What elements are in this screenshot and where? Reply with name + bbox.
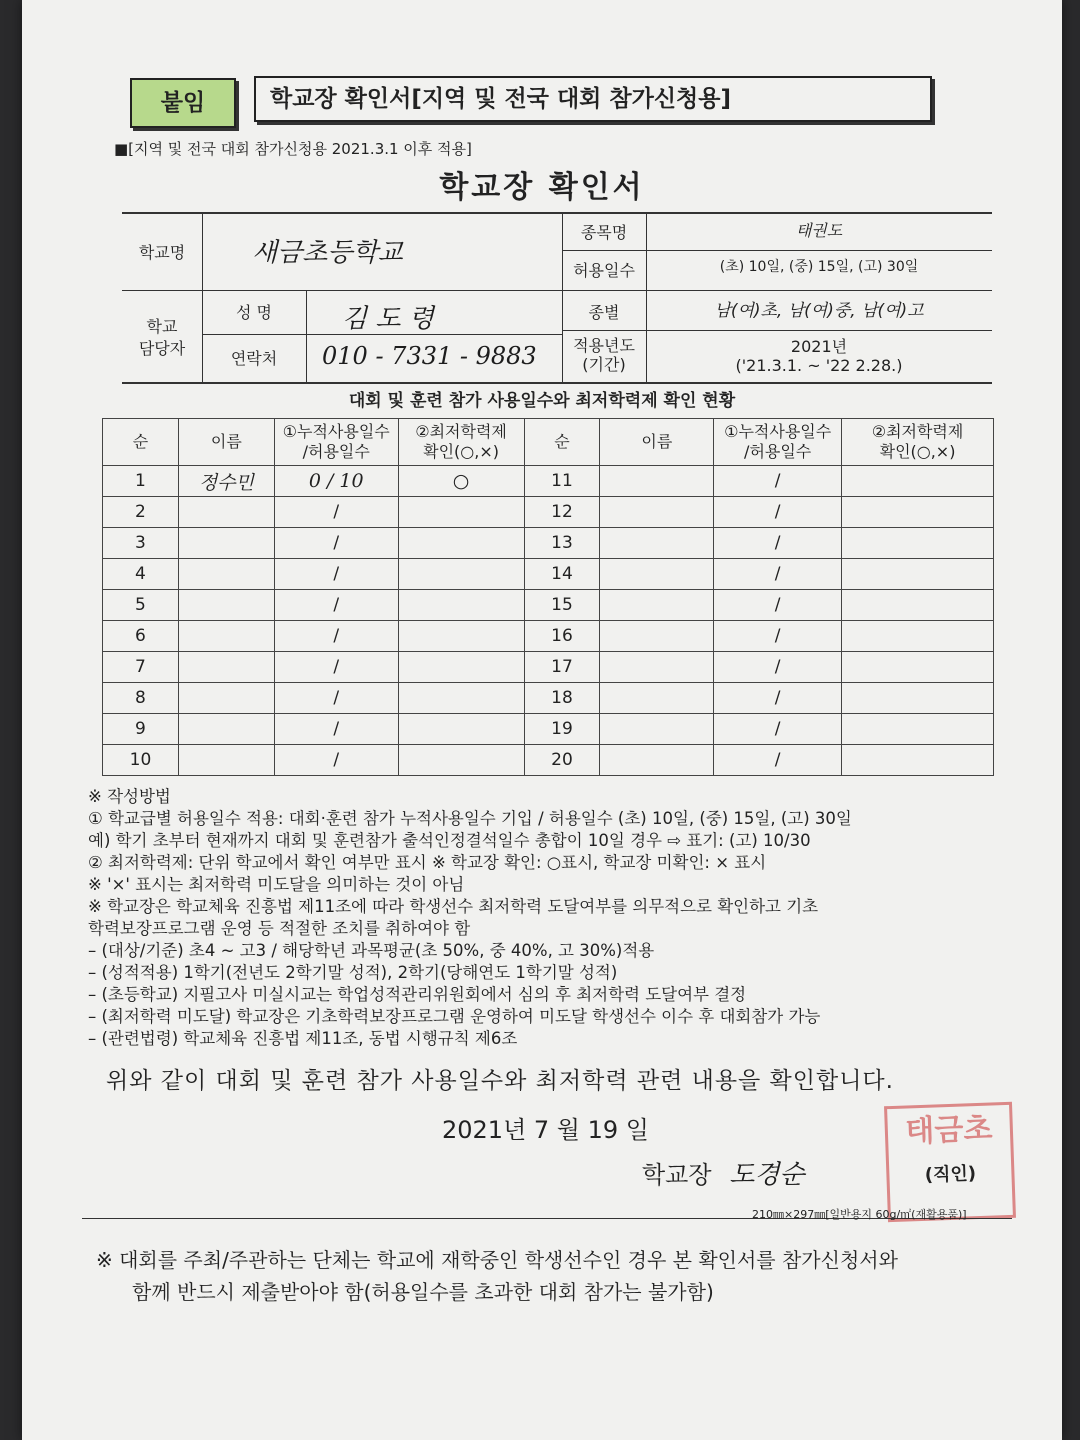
- row-days: /: [274, 528, 398, 559]
- col-name: 이름: [600, 419, 714, 466]
- principal-signature: [642, 1154, 805, 1191]
- row-min-check: [842, 745, 994, 776]
- row-min-check: [842, 528, 994, 559]
- row-name: [600, 528, 714, 559]
- allowed-days-value: (초) 10일, (중) 15일, (고) 30일: [719, 259, 919, 275]
- row-days: /: [714, 745, 842, 776]
- table-row: [103, 745, 994, 776]
- row-number: 11: [524, 466, 600, 497]
- row-min-check: [842, 621, 994, 652]
- row-days: /: [274, 683, 398, 714]
- row-number: 6: [103, 621, 179, 652]
- attachment-tag: 붙임: [130, 78, 236, 128]
- row-min-check: [842, 683, 994, 714]
- col-no: 순: [524, 419, 600, 466]
- row-name: [600, 497, 714, 528]
- row-number: 5: [103, 590, 179, 621]
- row-name: [600, 590, 714, 621]
- row-days: 0 / 10: [274, 466, 398, 497]
- footer-notice: [96, 1244, 1016, 1308]
- divider: [562, 250, 992, 251]
- row-days: /: [714, 497, 842, 528]
- row-name: [600, 683, 714, 714]
- instruction-line: – (대상/기준) 초4 ~ 고3 / 해당학년 과목평균(초 50%, 중 40%, 고 30%)적용: [88, 941, 655, 960]
- instruction-line: – (최저학력 미도달) 학교장은 기초학력보장프로그램 운영하여 미도달 학생선수 이수 후 대회참가 가능: [88, 1007, 821, 1026]
- instruction-line: ※ 학교장은 학교체육 진흥법 제11조에 따라 학생선수 최저학력 도달여부를 의무적으로 확인하고 기초: [88, 897, 819, 916]
- row-name: [600, 621, 714, 652]
- row-name: [600, 466, 714, 497]
- footer-line-2: 함께 반드시 제출받아야 함(허용일수를 초과한 대회 참가는 불가함): [132, 1280, 714, 1304]
- table-row: [103, 590, 994, 621]
- row-days: /: [274, 559, 398, 590]
- contact-label-1: 학교: [146, 317, 178, 336]
- row-name: [600, 714, 714, 745]
- instruction-line: – (초등학교) 지필고사 미실시교는 학업성적관리위원회에서 심의 후 최저학력 도달여부 결정: [88, 985, 747, 1004]
- row-name: [178, 559, 274, 590]
- paper-size: 210㎜×297㎜[일반용지 60g/㎡(재활용품)]: [752, 1208, 967, 1221]
- document-title: 학교장 확인서: [439, 170, 645, 205]
- table-row: [103, 683, 994, 714]
- document-page: [22, 0, 1062, 1440]
- instruction-line: 학력보장프로그램 운영 등 적절한 조치를 취하여야 함: [88, 919, 471, 938]
- row-number: 9: [103, 714, 179, 745]
- divider: [122, 290, 992, 291]
- row-number: 4: [103, 559, 179, 590]
- table-row: [103, 497, 994, 528]
- row-days: /: [274, 745, 398, 776]
- divider: [122, 212, 992, 214]
- row-number: 10: [103, 745, 179, 776]
- header-title: 학교장 확인서[지역 및 전국 대회 참가신청용]: [254, 76, 932, 122]
- row-name: [178, 528, 274, 559]
- row-number: 12: [524, 497, 600, 528]
- row-name: [600, 745, 714, 776]
- table-row: [103, 528, 994, 559]
- name-label: 성 명: [236, 303, 272, 322]
- table-row: [103, 714, 994, 745]
- row-number: 3: [103, 528, 179, 559]
- row-number: 15: [524, 590, 600, 621]
- row-days: /: [714, 683, 842, 714]
- seal-label: (직인): [924, 1163, 977, 1186]
- instruction-line: ※ '×' 표시는 최저학력 미도달을 의미하는 것이 아님: [88, 875, 465, 894]
- contact-label-2: 담당자: [138, 339, 186, 358]
- row-min-check: [842, 559, 994, 590]
- year-period: ('21.3.1. ~ '22 2.28.): [735, 356, 903, 375]
- instruction-line: 예) 학기 초부터 현재까지 대회 및 훈련참가 출석인정결석일수 총합이 10일 경우 ⇨ 표기: (고) 10/30: [88, 831, 811, 850]
- row-days: /: [714, 621, 842, 652]
- row-min-check: [398, 745, 524, 776]
- event-value: 태권도: [795, 221, 843, 240]
- row-name: [178, 652, 274, 683]
- row-name: [600, 652, 714, 683]
- phone-label: 연락처: [230, 349, 278, 368]
- section-title: 대회 및 훈련 참가 사용일수와 최저학력제 확인 현황: [348, 391, 736, 411]
- row-number: 2: [103, 497, 179, 528]
- row-number: 1: [103, 466, 179, 497]
- row-name: [178, 621, 274, 652]
- table-row: [103, 466, 994, 497]
- row-number: 7: [103, 652, 179, 683]
- phone-value: 010 - 7331 - 9883: [322, 342, 537, 370]
- gender-label: 종별: [588, 303, 620, 322]
- row-min-check: [398, 559, 524, 590]
- row-name: [178, 497, 274, 528]
- row-min-check: [398, 528, 524, 559]
- instruction-line: ① 학교급별 허용일수 적용: 대회·훈련 참가 누적사용일수 기입 / 허용일수 (초) 10일, (중) 15일, (고) 30일: [88, 809, 852, 828]
- signature-date: 2021년 7 월 19 일: [442, 1116, 649, 1144]
- row-name: [600, 559, 714, 590]
- row-days: /: [274, 652, 398, 683]
- col-min: ②최저학력제 확인(○,×): [842, 419, 994, 466]
- row-number: 14: [524, 559, 600, 590]
- principal-name: 도경순: [729, 1160, 805, 1190]
- row-min-check: [842, 497, 994, 528]
- row-min-check: ○: [398, 466, 524, 497]
- row-days: /: [714, 528, 842, 559]
- table-row: [103, 652, 994, 683]
- instruction-line: ※ 작성방법: [88, 787, 171, 806]
- divider: [122, 382, 992, 384]
- applicable-notice: ■[지역 및 전국 대회 참가신청용 2021.3.1 이후 적용]: [114, 140, 472, 158]
- row-min-check: [398, 590, 524, 621]
- allowed-days-label: 허용일수: [573, 261, 635, 280]
- row-number: 19: [524, 714, 600, 745]
- col-min: ②최저학력제 확인(○,×): [398, 419, 524, 466]
- row-name: [178, 590, 274, 621]
- row-min-check: [398, 683, 524, 714]
- row-number: 13: [524, 528, 600, 559]
- row-days: /: [274, 497, 398, 528]
- gender-value: 남(여)초, 남(여)중, 남(여)고: [714, 301, 924, 321]
- official-seal: 태금초 (직인): [884, 1102, 1016, 1222]
- table-row: [103, 621, 994, 652]
- instructions: [88, 786, 1008, 1050]
- instruction-line: – (관련법령) 학교체육 진흥법 제11조, 동법 시행규칙 제6조: [88, 1029, 518, 1048]
- row-min-check: [398, 652, 524, 683]
- row-min-check: [842, 466, 994, 497]
- row-number: 17: [524, 652, 600, 683]
- row-number: 18: [524, 683, 600, 714]
- row-days: /: [274, 621, 398, 652]
- col-no: 순: [103, 419, 179, 466]
- row-days: /: [714, 466, 842, 497]
- row-name: [178, 714, 274, 745]
- year-label: 적용년도 (기간): [573, 336, 635, 374]
- row-name: 정수민: [178, 466, 274, 497]
- row-days: /: [714, 590, 842, 621]
- participation-table: [102, 418, 994, 776]
- row-days: /: [714, 652, 842, 683]
- school-label: 학교명: [138, 243, 186, 262]
- row-number: 8: [103, 683, 179, 714]
- instruction-line: ② 최저학력제: 단위 학교에서 확인 여부만 표시 ※ 학교장 확인: ○표시, 학교장 미확인: × 표시: [88, 853, 767, 872]
- row-min-check: [842, 652, 994, 683]
- col-days: ①누적사용일수 /허용일수: [274, 419, 398, 466]
- row-days: /: [274, 714, 398, 745]
- year-value: 2021년: [790, 337, 848, 356]
- row-name: [178, 683, 274, 714]
- col-name: 이름: [178, 419, 274, 466]
- row-min-check: [398, 621, 524, 652]
- row-name: [178, 745, 274, 776]
- row-days: /: [714, 714, 842, 745]
- footer-line-1: ※ 대회를 주최/주관하는 단체는 학교에 재학중인 학생선수인 경우 본 확인서를 참가신청서와: [96, 1248, 898, 1272]
- confirmation-statement: 위와 같이 대회 및 훈련 참가 사용일수와 최저학력 관련 내용을 확인합니다.: [106, 1068, 894, 1094]
- name-value: 김 도 령: [342, 304, 434, 334]
- instruction-line: – (성적적용) 1학기(전년도 2학기말 성적), 2학기(당해연도 1학기말 성적): [88, 963, 618, 982]
- row-min-check: [842, 590, 994, 621]
- row-min-check: [398, 714, 524, 745]
- row-days: /: [714, 559, 842, 590]
- row-min-check: [398, 497, 524, 528]
- principal-label: 학교장: [642, 1161, 712, 1189]
- divider: [306, 290, 307, 382]
- divider: [562, 330, 992, 331]
- row-number: 16: [524, 621, 600, 652]
- col-days: ①누적사용일수 /허용일수: [714, 419, 842, 466]
- school-value: 새금초등학교: [252, 238, 403, 268]
- row-days: /: [274, 590, 398, 621]
- row-min-check: [842, 714, 994, 745]
- table-row: [103, 559, 994, 590]
- event-label: 종목명: [580, 223, 628, 242]
- table-header-row: [103, 419, 994, 466]
- row-number: 20: [524, 745, 600, 776]
